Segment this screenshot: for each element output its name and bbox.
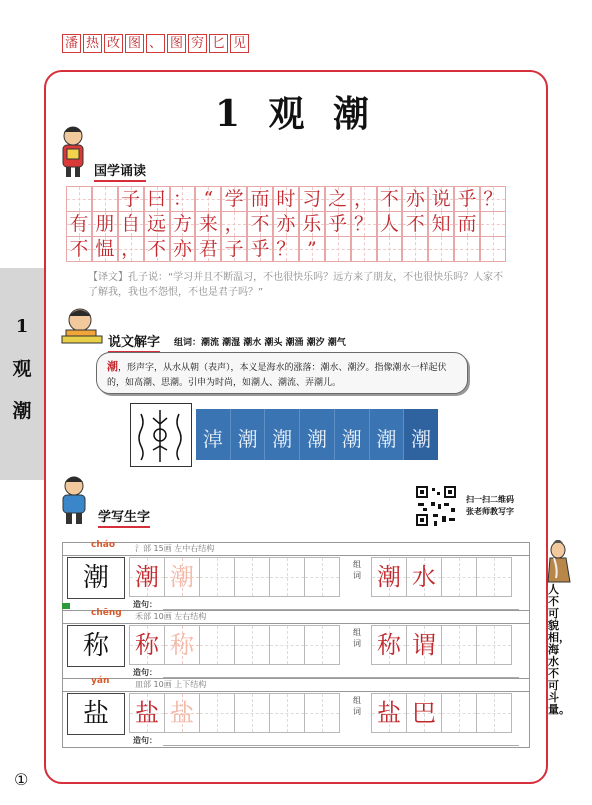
green-marker (62, 603, 70, 609)
shuowen-heading: 说文解字 (108, 331, 160, 353)
stroke-info: 禾部 10画 左右结构 (135, 612, 207, 621)
recitation-cell: 乐 (299, 211, 325, 237)
scholar-mascot-icon (58, 124, 88, 180)
recitation-cell: ， (221, 211, 247, 237)
writing-cell[interactable] (234, 557, 270, 597)
oracle-glyph-icon (131, 404, 191, 466)
writing-cells[interactable] (129, 625, 339, 665)
writing-cells[interactable] (129, 557, 339, 597)
word-cell[interactable]: 水 (406, 557, 442, 597)
evolution-glyph: 潮 (335, 409, 370, 460)
word-cell[interactable] (441, 557, 477, 597)
banner-char: 改 (104, 34, 123, 53)
qr-note (466, 494, 514, 518)
recitation-cell: ， (118, 236, 144, 262)
page-title: 1 观 潮 (214, 93, 378, 135)
banner-char: 匕 (209, 34, 228, 53)
evolution-glyph: 潮 (265, 409, 300, 460)
pinyin-label: cháo (91, 540, 115, 550)
recitation-cell: 乎 (325, 211, 351, 237)
writing-cell[interactable] (269, 557, 305, 597)
writing-cell[interactable] (234, 625, 270, 665)
word-cell[interactable] (441, 625, 477, 665)
recitation-cell (351, 236, 377, 262)
word-cell[interactable]: 谓 (406, 625, 442, 665)
explain-text: ，形声字，从水从朝（表声），本义是海水的涨落：潮水、潮汐。指像潮水一样起伏的，如高潮、思潮。引申为时尚，如潮人、潮流、弄潮儿。 (107, 363, 447, 388)
recitation-row (66, 211, 506, 236)
writing-cell[interactable] (304, 693, 340, 733)
recitation-cell: 子 (118, 186, 144, 212)
pinyin-label: chēng (91, 608, 122, 618)
recitation-cell: 远 (144, 211, 170, 237)
side-tab-number: 1 (15, 316, 29, 337)
model-char: 盐 (67, 693, 125, 735)
recitation-cell: 之 (325, 186, 351, 212)
trace-cell[interactable]: 潮 (164, 557, 200, 597)
recitation-cell (428, 236, 454, 262)
writing-boy-icon (56, 474, 92, 526)
stroke-info: 皿部 10画 上下结构 (135, 680, 207, 689)
recitation-cell: 不 (144, 236, 170, 262)
recitation-cell (377, 236, 403, 262)
word-cells[interactable] (371, 693, 511, 733)
writing-cell[interactable]: 潮 (129, 557, 165, 597)
guoxue-heading: 国学诵读 (94, 160, 146, 182)
word-cells[interactable] (371, 557, 511, 597)
reading-child-icon (60, 306, 104, 346)
ancient-glyph (130, 403, 192, 467)
recitation-cell: 有 (66, 211, 92, 237)
practice-row (62, 542, 530, 612)
banner-char: 图 (167, 34, 186, 53)
practice-row-header (63, 679, 529, 692)
character-evolution-strip (196, 409, 438, 460)
evolution-glyph: 潮 (404, 409, 438, 460)
banner-char: 图 (125, 34, 144, 53)
recitation-cell: 方 (170, 211, 196, 237)
recitation-cell: 不 (402, 211, 428, 237)
writing-cells[interactable] (129, 693, 339, 733)
model-char: 称 (67, 625, 125, 667)
banner-char: 穷 (188, 34, 207, 53)
recitation-cell: 说 (428, 186, 454, 212)
model-char: 潮 (67, 557, 125, 599)
recitation-cell (480, 211, 506, 237)
explain-key-char: 潮 (107, 360, 118, 373)
writing-cell[interactable] (269, 625, 305, 665)
recitation-grid (66, 186, 506, 261)
recitation-cell: 不 (247, 211, 273, 237)
recitation-cell: 子 (221, 236, 247, 262)
recitation-cell: 乎 (247, 236, 273, 262)
recitation-cell: 时 (273, 186, 299, 212)
recitation-cell: 乎 (454, 186, 480, 212)
recitation-row (66, 186, 506, 211)
recitation-cell: ， (351, 186, 377, 212)
recitation-cell: ” (299, 236, 325, 262)
writing-cell[interactable]: 称 (129, 625, 165, 665)
writing-cell[interactable] (304, 625, 340, 665)
evolution-glyph: 潮 (231, 409, 266, 460)
banner-char: 见 (230, 34, 249, 53)
recitation-cell: ？ (351, 211, 377, 237)
banner-char: 、 (146, 34, 165, 53)
writing-cell[interactable] (234, 693, 270, 733)
recitation-cell: ？ (480, 186, 506, 212)
recitation-cell: 习 (299, 186, 325, 212)
practice-row-header (63, 611, 529, 624)
page-number: ① (14, 770, 29, 789)
practice-heading: 学写生字 (98, 506, 150, 528)
recitation-cell (92, 186, 118, 212)
evolution-glyph: 淖 (196, 409, 231, 460)
word-cell[interactable]: 巴 (406, 693, 442, 733)
evolution-glyph: 潮 (300, 409, 335, 460)
sentence-label: 造句： (133, 668, 157, 677)
zu-label: 组词 (353, 628, 361, 648)
word-cells[interactable] (371, 625, 511, 665)
word-cell[interactable]: 潮 (371, 557, 407, 597)
word-group-list: 组词：潮流 潮湿 潮水 潮头 潮涌 潮汐 潮气 (174, 338, 346, 348)
side-tab-char-2: 潮 (12, 400, 32, 422)
writing-cell[interactable] (199, 693, 235, 733)
recitation-cell: 亦 (402, 186, 428, 212)
writing-cell[interactable]: 盐 (129, 693, 165, 733)
recitation-cell: 不 (66, 236, 92, 262)
recitation-cell: 来 (195, 211, 221, 237)
side-tab (0, 268, 44, 480)
recitation-cell: 知 (428, 211, 454, 237)
word-cell[interactable] (476, 693, 512, 733)
banner-char: 潘 (62, 34, 81, 53)
recitation-cell: 不 (377, 186, 403, 212)
writing-cell[interactable] (199, 625, 235, 665)
word-cell[interactable] (476, 625, 512, 665)
recitation-cell (402, 236, 428, 262)
recitation-cell: ？ (273, 236, 299, 262)
writing-cell[interactable] (269, 693, 305, 733)
word-cell[interactable] (476, 557, 512, 597)
recitation-cell: 曰 (144, 186, 170, 212)
recitation-cell: “ (195, 186, 221, 212)
recitation-cell: 学 (221, 186, 247, 212)
recitation-cell (325, 236, 351, 262)
evolution-glyph: 潮 (370, 409, 405, 460)
sentence-line[interactable] (163, 745, 519, 746)
writing-cell[interactable] (199, 557, 235, 597)
top-banner (62, 34, 249, 53)
qr-note-line-2: 张老师教写字 (466, 507, 514, 516)
sentence-label: 造句： (133, 736, 157, 745)
qr-note-line-1: 扫一扫二维码 (466, 495, 514, 504)
recitation-row (66, 236, 506, 261)
zu-label: 组词 (353, 696, 361, 716)
qr-code-icon[interactable] (414, 484, 458, 528)
recitation-cell (454, 236, 480, 262)
side-quote: 人不可貌相，海水不可斗量。 (548, 583, 570, 716)
stroke-info: 氵部 15画 左中右结构 (135, 544, 215, 553)
translation-text: 【译文】孔子说：“学习并且不断温习，不也很快乐吗？远方来了朋友，不也很快乐吗？人家不了解我，我也不怨恨，不也是君子吗？” (88, 272, 504, 298)
recitation-cell: 而 (247, 186, 273, 212)
old-man-icon (544, 540, 574, 584)
word-cell[interactable]: 称 (371, 625, 407, 665)
recitation-cell: 人 (377, 211, 403, 237)
trace-cell[interactable]: 称 (164, 625, 200, 665)
character-explanation (96, 352, 468, 394)
banner-char: 热 (83, 34, 102, 53)
practice-row (62, 678, 530, 748)
side-tab-char-1: 观 (12, 358, 32, 380)
recitation-cell: 愠 (92, 236, 118, 262)
recitation-cell: 君 (195, 236, 221, 262)
recitation-cell: 而 (454, 211, 480, 237)
word-cell[interactable]: 盐 (371, 693, 407, 733)
zu-label: 组词 (353, 560, 361, 580)
word-cell[interactable] (441, 693, 477, 733)
trace-cell[interactable]: 盐 (164, 693, 200, 733)
recitation-cell: 朋 (92, 211, 118, 237)
recitation-cell: 亦 (273, 211, 299, 237)
pinyin-label: yán (91, 676, 110, 686)
sentence-label: 造句： (133, 600, 157, 609)
recitation-cell (480, 236, 506, 262)
practice-row-header (63, 543, 529, 556)
recitation-cell: 自 (118, 211, 144, 237)
practice-row (62, 610, 530, 680)
recitation-cell: ： (170, 186, 196, 212)
writing-cell[interactable] (304, 557, 340, 597)
recitation-cell (66, 186, 92, 212)
recitation-cell: 亦 (170, 236, 196, 262)
